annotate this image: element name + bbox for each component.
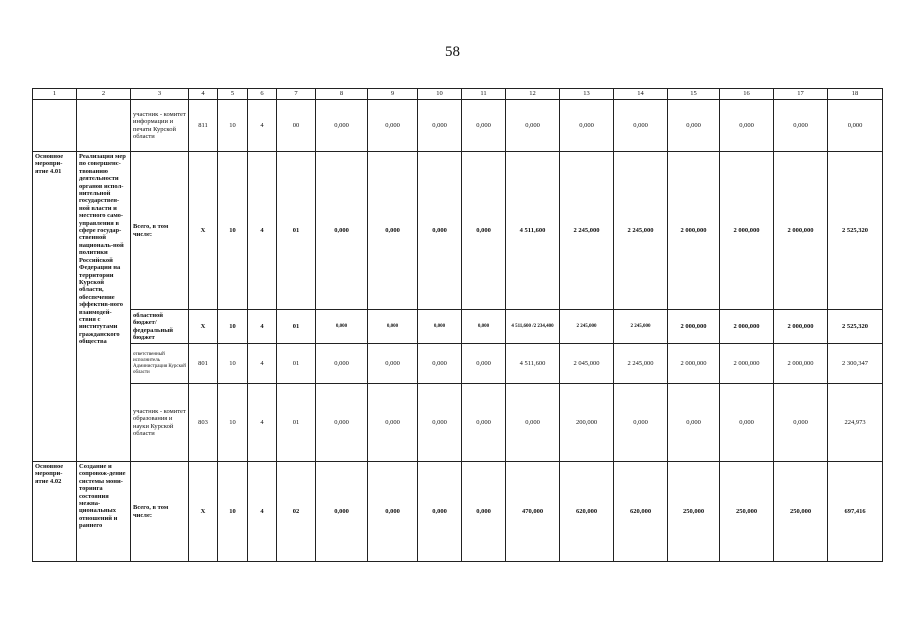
header-cell: 5 <box>218 89 248 100</box>
header-cell: 4 <box>189 89 218 100</box>
table-cell: 0,000 <box>774 100 828 152</box>
table-cell: 2 245,000 <box>614 310 668 344</box>
header-cell: 17 <box>774 89 828 100</box>
header-cell: 8 <box>316 89 368 100</box>
table-cell: 2 045,000 <box>560 344 614 384</box>
table-cell: 4 511,600 <box>506 152 560 310</box>
header-cell: 7 <box>277 89 316 100</box>
table-cell: 0,000 <box>614 384 668 462</box>
table-cell: 4 <box>248 100 277 152</box>
table-cell: 250,000 <box>774 462 828 562</box>
budget-source-cell: областной бюджет/ федеральный бюджет <box>131 310 189 344</box>
table-cell: 0,000 <box>418 152 462 310</box>
table-cell: 0,000 <box>316 100 368 152</box>
measure-name-cell: Реализация мер по совершенс-твованию деятельности органов испол-нительной государствен-ной власти и местного само-управления в сфере государ-ственной националь-ной политики Российской Федерации на территории Курской области, обеспечение эффектив-ного взаимодей-ствия с институтами гражданского общества <box>77 152 131 462</box>
table-cell: 224,973 <box>828 384 883 462</box>
table-cell: 01 <box>277 152 316 310</box>
table-cell: 10 <box>218 344 248 384</box>
table-cell: 10 <box>218 384 248 462</box>
header-row <box>33 89 883 100</box>
table-cell: 0,000 <box>316 152 368 310</box>
table-cell: Х <box>189 462 218 562</box>
table-cell: 0,000 <box>418 310 462 344</box>
header-cell: 12 <box>506 89 560 100</box>
table-cell: 811 <box>189 100 218 152</box>
table-cell: 620,000 <box>560 462 614 562</box>
table-cell: 0,000 <box>462 462 506 562</box>
table-cell: 4 511,600 <box>506 344 560 384</box>
table-cell: 0,000 <box>368 152 418 310</box>
table-cell: 2 000,000 <box>774 310 828 344</box>
table-cell: 0,000 <box>506 384 560 462</box>
header-cell: 10 <box>418 89 462 100</box>
header-cell: 15 <box>668 89 720 100</box>
header-cell: 11 <box>462 89 506 100</box>
header-cell: 6 <box>248 89 277 100</box>
table-row <box>33 462 883 562</box>
table-cell: 2 245,000 <box>614 344 668 384</box>
table-cell: 0,000 <box>316 462 368 562</box>
table-cell: 0,000 <box>418 100 462 152</box>
table-cell: 200,000 <box>560 384 614 462</box>
table-cell: 0,000 <box>368 100 418 152</box>
table-cell: 697,416 <box>828 462 883 562</box>
table-cell: 0,000 <box>462 152 506 310</box>
header-cell: 16 <box>720 89 774 100</box>
measure-code-cell: Основное меропри-ятие 4.01 <box>33 152 77 462</box>
measure-code-cell: Основное меропри-ятие 4.02 <box>33 462 77 562</box>
table-cell: 2 000,000 <box>720 152 774 310</box>
table-cell: 0,000 <box>462 100 506 152</box>
table-cell: 0,000 <box>418 384 462 462</box>
table-cell: 4 <box>248 152 277 310</box>
table-cell: 0,000 <box>316 384 368 462</box>
measure-name-cell: Создание и сопровож-дение системы мони-торинга состояния межна-циональных отношений и раннего <box>77 462 131 562</box>
table-cell: 02 <box>277 462 316 562</box>
table-cell: 0,000 <box>316 310 368 344</box>
table-cell: Х <box>189 152 218 310</box>
table-cell: 10 <box>218 100 248 152</box>
header-cell: 1 <box>33 89 77 100</box>
table-cell: 620,000 <box>614 462 668 562</box>
table-cell: 4 <box>248 310 277 344</box>
header-cell: 14 <box>614 89 668 100</box>
table-cell: 01 <box>277 384 316 462</box>
table-cell: 4 <box>248 384 277 462</box>
table-cell <box>77 100 131 152</box>
table-cell: 250,000 <box>668 462 720 562</box>
table-cell: 0,000 <box>560 100 614 152</box>
table-row <box>33 100 883 152</box>
table-cell: 2 525,320 <box>828 152 883 310</box>
table-cell: 01 <box>277 310 316 344</box>
header-cell: 13 <box>560 89 614 100</box>
table-cell: 803 <box>189 384 218 462</box>
table-cell: 0,000 <box>368 310 418 344</box>
table-cell: 01 <box>277 344 316 384</box>
total-label-cell: Всего, в том числе: <box>131 152 189 310</box>
header-cell: 18 <box>828 89 883 100</box>
header-cell: 9 <box>368 89 418 100</box>
table-cell: 00 <box>277 100 316 152</box>
table-cell: 0,000 <box>418 462 462 562</box>
table-cell: 0,000 <box>418 344 462 384</box>
table-cell: 0,000 <box>774 384 828 462</box>
table-cell: 2 000,000 <box>668 152 720 310</box>
table-cell: 2 000,000 <box>668 344 720 384</box>
table-cell: 2 000,000 <box>774 152 828 310</box>
table-cell: 0,000 <box>614 100 668 152</box>
participant-cell: участник - комитет образования и науки Курской области <box>131 384 189 462</box>
table-cell: 0,000 <box>720 384 774 462</box>
table-cell: 2 000,000 <box>774 344 828 384</box>
table-cell: 2 000,000 <box>668 310 720 344</box>
table-cell: 4 <box>248 462 277 562</box>
table-cell: 2 000,000 <box>720 310 774 344</box>
table-cell: 250,000 <box>720 462 774 562</box>
executor-cell: ответственный исполнитель Администрация Курской области <box>131 344 189 384</box>
table-cell: 10 <box>218 310 248 344</box>
table-cell: 2 525,320 <box>828 310 883 344</box>
table-cell: 0,000 <box>462 310 506 344</box>
header-cell: 3 <box>131 89 189 100</box>
table-row <box>33 344 883 384</box>
table-cell: 0,000 <box>506 100 560 152</box>
table-cell: 10 <box>218 462 248 562</box>
table-row <box>33 384 883 462</box>
table-cell: 2 245,000 <box>560 310 614 344</box>
table-cell: 10 <box>218 152 248 310</box>
table-cell: 0,000 <box>828 100 883 152</box>
table-cell: 2 245,000 <box>614 152 668 310</box>
table-cell <box>33 100 77 152</box>
table-cell: 0,000 <box>668 384 720 462</box>
table-cell: 0,000 <box>368 462 418 562</box>
table-cell: 0,000 <box>462 344 506 384</box>
table-cell: 801 <box>189 344 218 384</box>
table-cell: 2 245,000 <box>560 152 614 310</box>
table-cell: 0,000 <box>368 384 418 462</box>
table-cell: 4 <box>248 344 277 384</box>
table-cell: 2 000,000 <box>720 344 774 384</box>
table-row <box>33 152 883 310</box>
table-cell: 0,000 <box>462 384 506 462</box>
table-cell: 0,000 <box>368 344 418 384</box>
table-cell: Х <box>189 310 218 344</box>
table-cell: 470,000 <box>506 462 560 562</box>
page-number: 58 <box>445 44 460 60</box>
total-label-cell: Всего, в том числе: <box>131 462 189 562</box>
table-row <box>33 310 883 344</box>
participant-cell: участник - комитет информации и печати Курской области <box>131 100 189 152</box>
header-cell: 2 <box>77 89 131 100</box>
table-cell: 0,000 <box>316 344 368 384</box>
table-cell: 4 511,600 /2 234,400 <box>506 310 560 344</box>
budget-table <box>32 88 883 562</box>
table-cell: 0,000 <box>668 100 720 152</box>
table-cell: 2 300,347 <box>828 344 883 384</box>
table-cell: 0,000 <box>720 100 774 152</box>
